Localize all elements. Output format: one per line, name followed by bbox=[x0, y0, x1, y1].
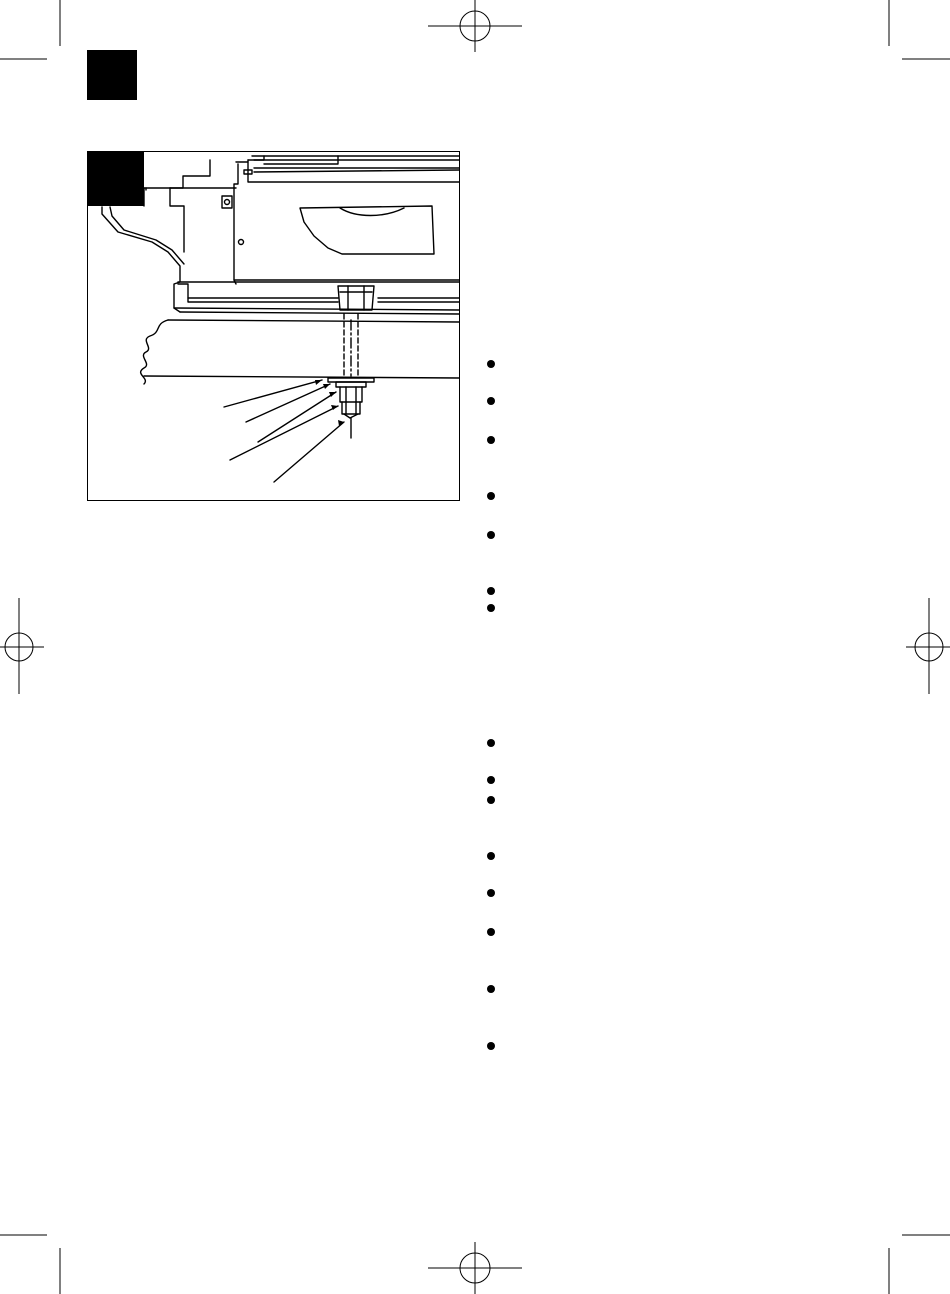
bullet-icon bbox=[487, 397, 495, 405]
bullet-icon bbox=[487, 928, 495, 936]
language-tab-block bbox=[87, 50, 137, 100]
registration-mark-bottom bbox=[428, 1242, 522, 1294]
bullet-icon bbox=[487, 776, 495, 784]
bullet-icon bbox=[487, 985, 495, 993]
technical-figure bbox=[87, 151, 460, 501]
bullet-icon bbox=[487, 739, 495, 747]
bullet-icon bbox=[487, 360, 495, 368]
bullet-icon bbox=[487, 852, 495, 860]
bullet-icon bbox=[487, 492, 495, 500]
saw-table-drawing bbox=[88, 152, 460, 501]
registration-mark-top bbox=[428, 0, 522, 52]
bullet-icon bbox=[487, 531, 495, 539]
bullet-icon bbox=[487, 436, 495, 444]
bullet-icon bbox=[487, 1042, 495, 1050]
registration-mark-right bbox=[906, 598, 950, 694]
bullet-icon bbox=[487, 889, 495, 897]
bullet-icon bbox=[487, 604, 495, 612]
bullet-icon bbox=[487, 796, 495, 804]
registration-mark-left bbox=[0, 598, 44, 694]
bullet-icon bbox=[487, 587, 495, 595]
